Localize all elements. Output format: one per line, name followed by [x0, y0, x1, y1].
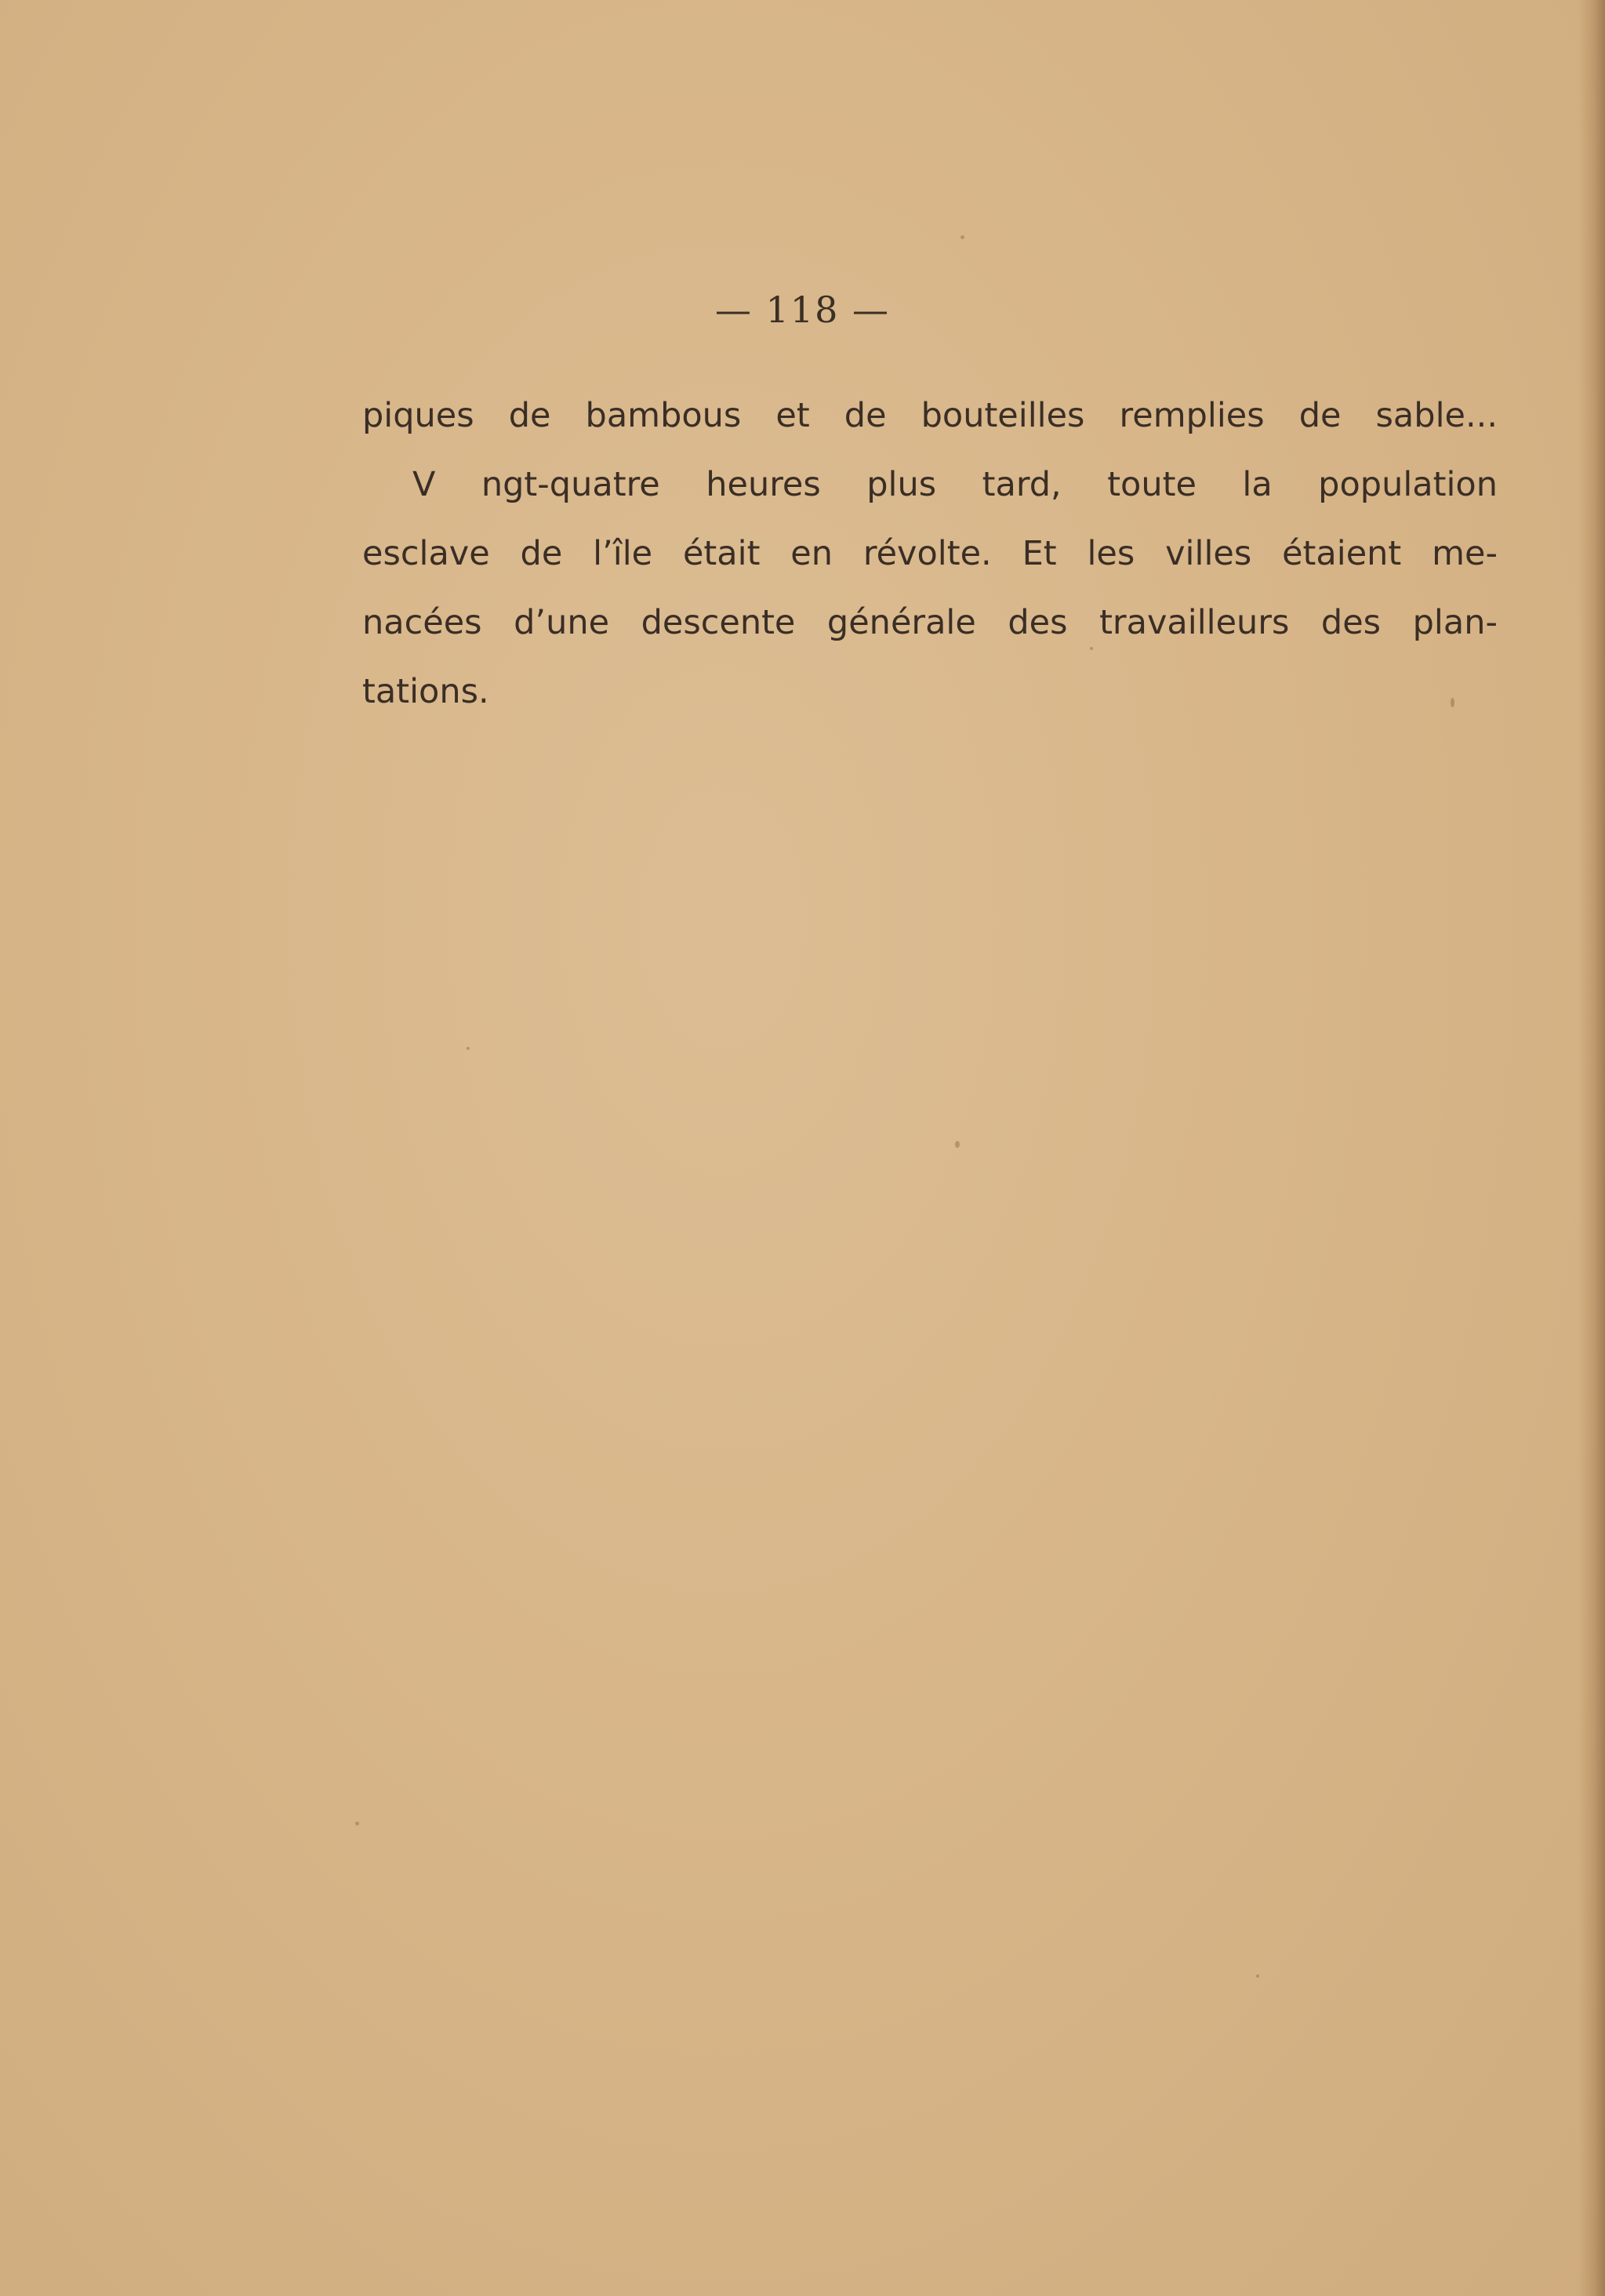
- text-line: piques de bambous et de bouteilles remplies de sable...: [362, 396, 1498, 435]
- paper-speck: [960, 235, 964, 239]
- body-text: [362, 381, 1498, 726]
- text-line: tations.: [362, 672, 489, 711]
- paper-speck: [955, 1141, 960, 1148]
- paper-speck: [1256, 1974, 1259, 1978]
- text-line: esclave de l’île était en révolte. Et les villes étaient me-: [362, 534, 1498, 573]
- page-number: — 118 —: [714, 289, 891, 331]
- paper-speck: [355, 1822, 359, 1826]
- page-edge-shadow: [1578, 0, 1605, 2296]
- text-line: V ngt-quatre heures plus tard, toute la population: [412, 465, 1498, 504]
- paper-speck: [467, 1047, 470, 1050]
- text-line: nacées d’une descente générale des travailleurs des plan-: [362, 603, 1498, 642]
